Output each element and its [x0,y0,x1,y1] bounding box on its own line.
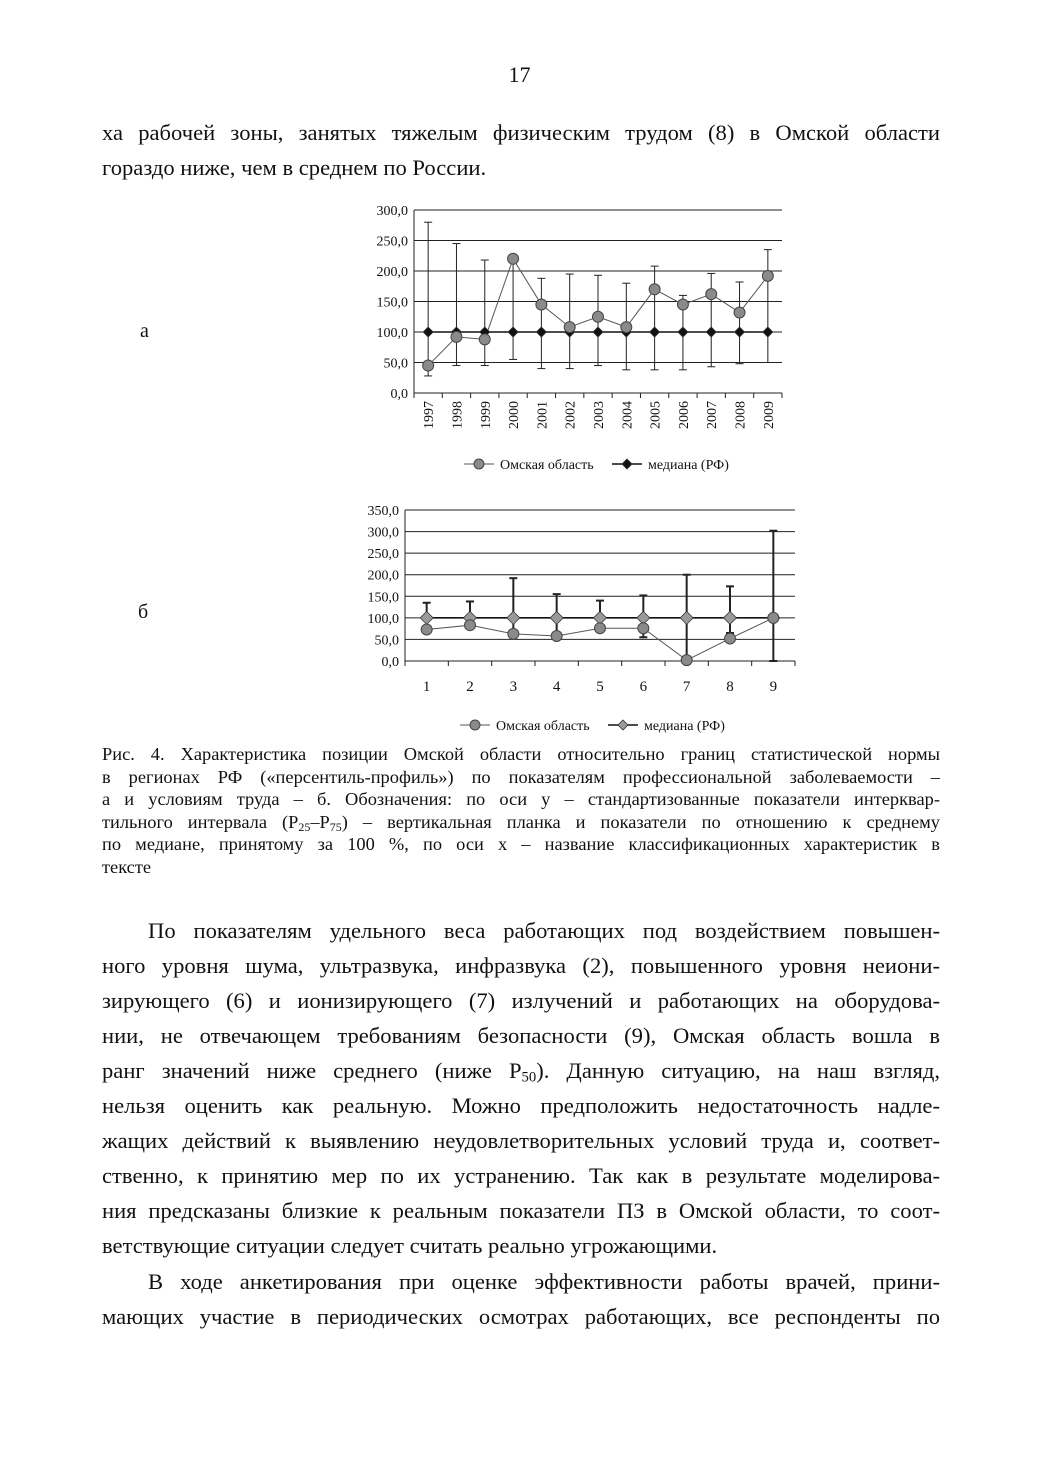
x-tick-label: 2005 [648,401,664,429]
median-point [593,327,603,337]
median-point [735,327,745,337]
x-tick-label: 2 [466,679,474,695]
omsk-point [638,623,649,634]
x-tick-label: 1998 [450,401,466,429]
legend-marker-median [618,720,628,730]
x-tick-label: 4 [552,679,561,695]
caption-line: а и условиям труда – б. Обозначения: по оси у – стандартизованные показатели интерквар- [102,789,940,809]
legend-label-median: медиана (РФ) [648,458,729,473]
omsk-point [536,299,547,310]
body-line: мающих участие в периодических осмотрах работающих, все респонденты по [102,1304,940,1329]
median-point [507,611,520,624]
median-point [508,327,518,337]
y-tick-label: 250,0 [376,234,408,250]
x-tick-label: 2007 [705,401,721,429]
body-paragraph-2 [102,1264,940,1334]
omsk-point [479,334,490,345]
x-tick-label: 7 [682,679,691,695]
chart-b-working-conditions [0,495,1039,740]
omsk-point [451,331,462,342]
omsk-point [734,307,745,318]
omsk-point [768,612,779,623]
x-tick-label: 2004 [620,401,636,429]
legend-label-omsk: Омская область [496,719,590,734]
body-line: По показателям удельного веса работающих под воздействием повышен- [148,918,940,943]
y-tick-label: 0,0 [381,655,399,670]
body-line: ного уровня шума, ультразвука, инфразвука (2), повышенного уровня неиони- [102,953,940,978]
body-line: ранг значений ниже среднего (ниже $P_{50}$). Данную ситуацию, на наш взгляд, [102,1058,940,1086]
x-tick-label: 3 [509,679,518,695]
x-tick-label: 2000 [507,401,523,429]
y-tick-label: 200,0 [376,265,408,280]
omsk-point [508,628,519,639]
omsk-point [681,655,692,666]
legend-marker-omsk [470,720,480,730]
median-point [706,327,716,337]
omsk-point [706,289,717,300]
legend-marker-median [622,459,632,469]
median-point [724,611,737,624]
body-line: ственно, к принятию мер по их устранению. Так как в результате моделирова- [102,1163,940,1188]
median-point [650,327,660,337]
omsk-point [423,360,434,371]
omsk-point [508,253,519,264]
omsk-point [621,322,632,333]
y-tick-label: 100,0 [376,326,408,341]
body-paragraph-1 [102,913,940,1263]
page-number: 17 [508,62,531,87]
body-line: зирующего (6) и ионизирующего (7) излучений и работающих на оборудова- [102,988,940,1013]
panel-label-b: б [138,601,149,623]
x-tick-label: 2003 [592,401,607,429]
y-tick-label: 350,0 [367,504,399,519]
x-tick-label: 2001 [535,401,551,429]
omsk-point [595,623,606,634]
y-tick-label: 300,0 [376,204,408,219]
legend-label-omsk: Омская область [500,458,594,473]
caption-line: в регионах РФ («персентиль-профиль») по показателям профессиональной заболеваемости – [102,766,940,787]
caption-line: тексте [102,856,152,877]
median-point [536,327,546,337]
y-tick-label: 100,0 [367,611,399,627]
x-tick-label: 2009 [761,401,777,429]
y-tick-label: 50,0 [374,633,399,649]
panel-label-a: а [140,320,149,342]
y-tick-label: 300,0 [367,525,399,541]
median-point [763,327,773,337]
median-point [678,327,688,337]
omsk-point [564,322,575,333]
caption-line: тильного интервала $(P_{25}-P_{75})$ – вертикальная планка и показатели по отношению к среднему [102,811,940,834]
omsk-point [551,630,562,641]
y-tick-label: 200,0 [367,568,399,584]
intro-paragraph [102,115,940,185]
median-point [680,611,693,624]
y-tick-label: 150,0 [367,590,399,606]
body-line: нельзя оценить как реальную. Можно предположить недостаточность надле- [102,1093,940,1118]
omsk-point [649,284,660,295]
x-tick-label: 5 [596,679,604,695]
x-tick-label: 6 [639,679,648,695]
body-line: нии, не отвечающем требованиям безопасности (9), Омская область вошла в [102,1023,940,1048]
body-line: ветствующие ситуации следует считать реально угрожающими. [102,1233,718,1258]
omsk-point [677,299,688,310]
chart-a-occupational-morbidity [0,195,1039,485]
omsk-point [593,311,604,322]
x-tick-label: 2008 [733,401,749,429]
x-tick-label: 2002 [563,401,579,429]
median-point [550,611,563,624]
y-tick-label: 50,0 [383,356,408,372]
omsk-point [421,624,432,635]
x-tick-label: 8 [726,679,734,695]
x-tick-label: 9 [769,679,778,695]
x-tick-label: 1999 [478,401,494,429]
x-tick-label: 1997 [422,401,438,429]
legend-label-median: медиана (РФ) [644,719,725,734]
body-line: ния предсказаны близкие к реальным показатели ПЗ в Омской области, то соот- [102,1198,940,1223]
y-tick-label: 150,0 [376,295,408,311]
x-tick-label: 1 [422,679,431,695]
figure-caption [102,743,940,878]
body-line: В ходе анкетирования при оценке эффективности работы врачей, прини- [148,1269,940,1294]
median-point [423,327,433,337]
intro-line-2: гораздо ниже, чем в среднем по России. [102,155,487,180]
caption-line: по медиане, принятому за 100 %, по оси х – название классификационных характеристик в [102,834,940,854]
median-point [420,611,433,624]
y-tick-label: 250,0 [367,547,399,563]
caption-line: Рис. 4. Характеристика позиции Омской области относительно границ статистической нормы [102,744,940,764]
y-tick-label: 0,0 [390,387,408,402]
intro-line-1: ха рабочей зоны, занятых тяжелым физическим трудом (8) в Омской области [102,120,940,145]
omsk-point [465,620,476,631]
x-tick-label: 2006 [676,401,692,429]
omsk-point [762,270,773,281]
omsk-point [725,633,736,644]
legend-marker-omsk [474,459,484,469]
body-line: жащих действий к выявлению неудовлетворительных условий труда и, соответ- [102,1128,940,1153]
